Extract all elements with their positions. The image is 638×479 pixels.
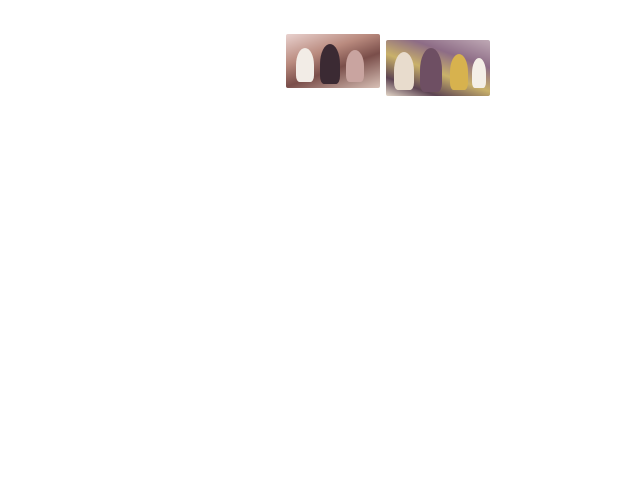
award-photo — [386, 40, 490, 96]
ceremony-photo — [286, 34, 380, 88]
